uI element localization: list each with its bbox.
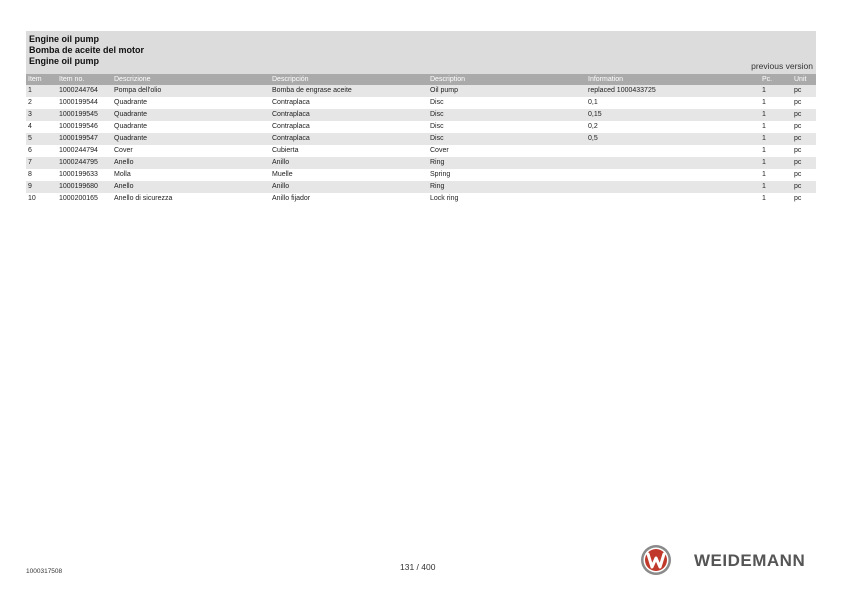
cell-italian: Pompa dell'olio bbox=[114, 87, 162, 94]
cell-item-no: 1000199544 bbox=[59, 99, 98, 106]
cell-spanish: Contraplaca bbox=[272, 123, 310, 130]
cell-spanish: Muelle bbox=[272, 171, 293, 178]
cell-item-no: 1000200165 bbox=[59, 195, 98, 202]
cell-item: 10 bbox=[28, 195, 36, 202]
cell-italian: Anello bbox=[114, 159, 134, 166]
cell-spanish: Contraplaca bbox=[272, 135, 310, 142]
col-header-information: Information bbox=[588, 76, 624, 83]
col-header-pc: Pc. bbox=[762, 76, 773, 83]
cell-italian: Cover bbox=[114, 147, 133, 154]
cell-english: Disc bbox=[430, 99, 444, 106]
cell-spanish: Contraplaca bbox=[272, 111, 310, 118]
cell-spanish: Bomba de engrase aceite bbox=[272, 87, 352, 94]
cell-unit: pc bbox=[794, 183, 802, 190]
cell-information: 0,1 bbox=[588, 99, 598, 106]
cell-italian: Anello di sicurezza bbox=[114, 195, 173, 202]
cell-english: Oil pump bbox=[430, 87, 459, 94]
cell-english: Cover bbox=[430, 147, 449, 154]
cell-unit: pc bbox=[794, 111, 802, 118]
cell-information: 0,2 bbox=[588, 123, 598, 130]
cell-pc: 1 bbox=[762, 123, 766, 130]
parts-table bbox=[26, 74, 816, 205]
col-header-italian: Descrizione bbox=[114, 76, 151, 83]
cell-spanish: Cubierta bbox=[272, 147, 299, 154]
cell-unit: pc bbox=[794, 195, 802, 202]
cell-item: 7 bbox=[28, 159, 32, 166]
cell-item-no: 1000199633 bbox=[59, 171, 98, 178]
title-english-repeat: Engine oil pump bbox=[29, 56, 99, 66]
cell-pc: 1 bbox=[762, 195, 766, 202]
cell-pc: 1 bbox=[762, 135, 766, 142]
cell-information: 0,5 bbox=[588, 135, 598, 142]
col-header-unit: Unit bbox=[794, 76, 807, 83]
cell-italian: Molla bbox=[114, 171, 131, 178]
cell-item: 8 bbox=[28, 171, 32, 178]
header-box bbox=[26, 31, 816, 74]
cell-pc: 1 bbox=[762, 171, 766, 178]
cell-english: Disc bbox=[430, 123, 444, 130]
cell-unit: pc bbox=[794, 147, 802, 154]
table-body bbox=[26, 85, 816, 205]
col-header-item-no: Item no. bbox=[59, 76, 85, 83]
cell-item-no: 1000199547 bbox=[59, 135, 98, 142]
cell-italian: Quadrante bbox=[114, 99, 148, 106]
cell-spanish: Contraplaca bbox=[272, 99, 310, 106]
table-row bbox=[26, 169, 816, 181]
cell-unit: pc bbox=[794, 99, 802, 106]
cell-unit: pc bbox=[794, 87, 802, 94]
table-row bbox=[26, 157, 816, 169]
cell-english: Ring bbox=[430, 159, 445, 166]
cell-spanish: Anillo bbox=[272, 159, 290, 166]
table-row bbox=[26, 121, 816, 133]
cell-item: 1 bbox=[28, 87, 32, 94]
cell-spanish: Anillo bbox=[272, 183, 290, 190]
cell-italian: Quadrante bbox=[114, 111, 148, 118]
cell-italian: Quadrante bbox=[114, 123, 148, 130]
cell-pc: 1 bbox=[762, 99, 766, 106]
brand-wordmark: WEIDEMANN bbox=[694, 551, 806, 570]
cell-item: 2 bbox=[28, 99, 32, 106]
table-row bbox=[26, 145, 816, 157]
cell-item-no: 1000244795 bbox=[59, 159, 98, 166]
cell-english: Disc bbox=[430, 111, 444, 118]
cell-item-no: 1000244764 bbox=[59, 87, 98, 94]
previous-version-label: previous version bbox=[751, 61, 813, 71]
cell-pc: 1 bbox=[762, 87, 766, 94]
cell-item: 9 bbox=[28, 183, 32, 190]
cell-unit: pc bbox=[794, 123, 802, 130]
table-row bbox=[26, 85, 816, 97]
table-row bbox=[26, 181, 816, 193]
document-code: 1000317508 bbox=[26, 568, 63, 575]
cell-unit: pc bbox=[794, 171, 802, 178]
cell-pc: 1 bbox=[762, 159, 766, 166]
weidemann-logo-icon bbox=[640, 544, 672, 576]
cell-information: 0,15 bbox=[588, 111, 602, 118]
cell-pc: 1 bbox=[762, 111, 766, 118]
cell-item-no: 1000199680 bbox=[59, 183, 98, 190]
col-header-english: Description bbox=[430, 76, 466, 83]
cell-unit: pc bbox=[794, 135, 802, 142]
cell-item-no: 1000199546 bbox=[59, 123, 98, 130]
cell-english: Ring bbox=[430, 183, 445, 190]
table-header bbox=[26, 74, 816, 85]
cell-italian: Anello bbox=[114, 183, 134, 190]
title-spanish: Bomba de aceite del motor bbox=[29, 45, 145, 55]
cell-english: Disc bbox=[430, 135, 444, 142]
cell-english: Lock ring bbox=[430, 195, 459, 202]
cell-information: replaced 1000433725 bbox=[588, 87, 656, 94]
cell-item: 3 bbox=[28, 111, 32, 118]
col-header-item: Item bbox=[28, 76, 42, 83]
table-row bbox=[26, 193, 816, 205]
cell-item: 6 bbox=[28, 147, 32, 154]
cell-item-no: 1000244794 bbox=[59, 147, 98, 154]
page-number: 131 / 400 bbox=[400, 562, 436, 572]
col-header-spanish: Descripción bbox=[272, 76, 309, 83]
title-english: Engine oil pump bbox=[29, 34, 99, 44]
cell-item: 4 bbox=[28, 123, 32, 130]
cell-pc: 1 bbox=[762, 147, 766, 154]
cell-spanish: Anillo fijador bbox=[272, 195, 311, 202]
table-row bbox=[26, 109, 816, 121]
cell-item: 5 bbox=[28, 135, 32, 142]
cell-unit: pc bbox=[794, 159, 802, 166]
cell-item-no: 1000199545 bbox=[59, 111, 98, 118]
table-row bbox=[26, 133, 816, 145]
table-row bbox=[26, 97, 816, 109]
cell-english: Spring bbox=[430, 171, 451, 178]
cell-italian: Quadrante bbox=[114, 135, 148, 142]
cell-pc: 1 bbox=[762, 183, 766, 190]
